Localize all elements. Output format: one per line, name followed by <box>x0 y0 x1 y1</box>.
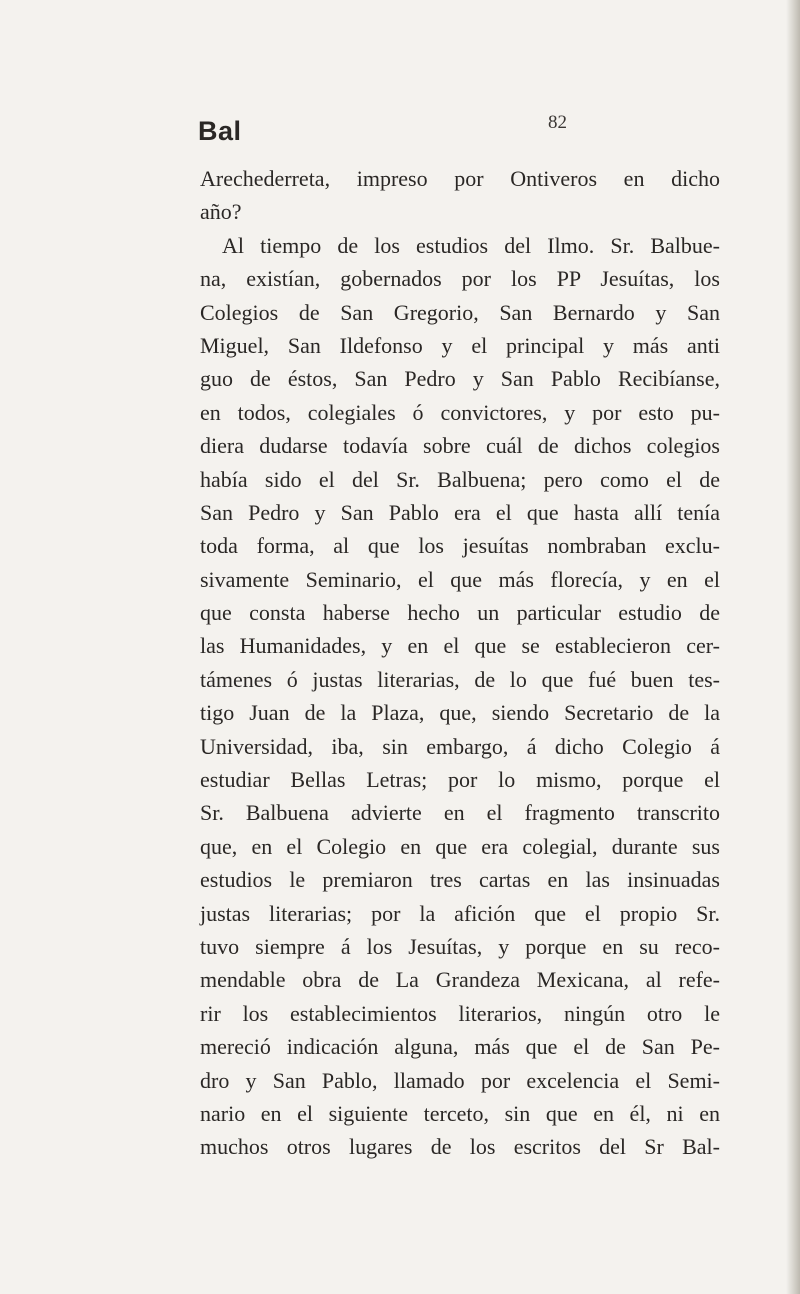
text-line: dro y San Pablo, llamado por excelencia el Semi- <box>200 1067 720 1093</box>
text-line: que consta haberse hecho un particular estudio de <box>200 600 720 626</box>
text-line: San Pedro y San Pablo era el que hasta allí tenía <box>200 499 720 525</box>
text-line: Universidad, iba, sin embargo, á dicho Colegio á <box>200 733 720 759</box>
text-line: mendable obra de La Grandeza Mexicana, al refe- <box>200 967 720 993</box>
page-number: 82 <box>548 112 567 133</box>
text-line: muchos otros lugares de los escritos del Sr Bal- <box>200 1134 720 1160</box>
text-line: na, existían, gobernados por los PP Jesuítas, los <box>200 266 720 292</box>
text-line: justas literarias; por la afición que el propio Sr. <box>200 900 720 926</box>
text-line: estudiar Bellas Letras; por lo mismo, porque el <box>200 767 720 793</box>
text-line: en todos, colegiales ó convictores, y por esto pu- <box>200 399 720 425</box>
text-line: Al tiempo de los estudios del Ilmo. Sr. Balbue- <box>222 232 720 258</box>
text-line: Miguel, San Ildefonso y el principal y más anti <box>200 332 720 358</box>
text-line: año? <box>200 199 242 225</box>
body-text <box>200 162 720 1164</box>
text-line: mereció indicación alguna, más que el de San Pe- <box>200 1034 720 1060</box>
text-line: Colegios de San Gregorio, San Bernardo y San <box>200 299 720 325</box>
page-edge-shadow <box>786 0 800 1294</box>
text-line: Arechederreta, impreso por Ontiveros en dicho <box>200 166 720 191</box>
text-line: támenes ó justas literarias, de lo que fué buen tes- <box>200 666 720 692</box>
text-line: tuvo siempre á los Jesuítas, y porque en su reco- <box>200 933 720 959</box>
text-line: tigo Juan de la Plaza, que, siendo Secretario de la <box>200 700 720 726</box>
text-line: estudios le premiaron tres cartas en las insinuadas <box>200 867 720 893</box>
text-line: las Humanidades, y en el que se establecieron cer- <box>200 633 720 659</box>
text-line: sivamente Seminario, el que más florecía, y en el <box>200 566 720 592</box>
running-head: Bal <box>198 116 242 146</box>
text-line: había sido el del Sr. Balbuena; pero como el de <box>200 466 720 492</box>
text-line: rir los establecimientos literarios, ningún otro le <box>200 1000 720 1026</box>
text-line: diera dudarse todavía sobre cuál de dichos colegios <box>200 433 720 459</box>
text-line: guo de éstos, San Pedro y San Pablo Recibíanse, <box>200 366 720 392</box>
text-line: Sr. Balbuena advierte en el fragmento transcrito <box>200 800 720 826</box>
text-line: nario en el siguiente terceto, sin que en él, ni en <box>200 1100 720 1126</box>
text-line: que, en el Colegio en que era colegial, durante sus <box>200 833 720 859</box>
text-line: toda forma, al que los jesuítas nombraban exclu- <box>200 533 720 559</box>
